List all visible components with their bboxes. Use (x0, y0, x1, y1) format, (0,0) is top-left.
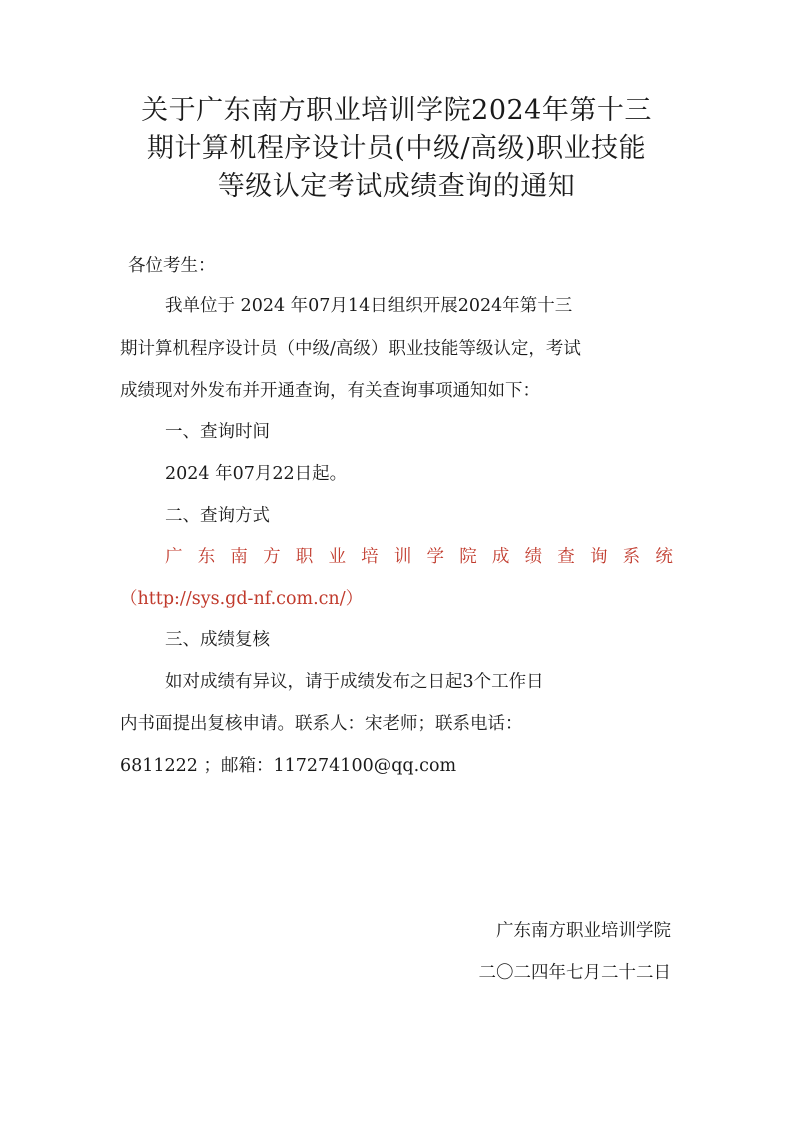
query-system-char[interactable]: 训 (393, 547, 412, 567)
intro-line-1: 我单位于 2024 年07月14日组织开展2024年第十三 (165, 296, 573, 316)
query-system-char[interactable]: 业 (328, 547, 346, 567)
review-line-2: 内书面提出复核申请。联系人：宋老师；联系电话： (120, 714, 523, 734)
query-system-char[interactable]: 方 (263, 547, 281, 567)
review-line-3: 6811222 ；邮箱：117274100@qq.com (120, 756, 457, 776)
query-system-char[interactable]: 成 (491, 547, 510, 567)
query-system-char[interactable]: 院 (459, 547, 477, 567)
query-system-char[interactable]: 培 (361, 547, 379, 567)
method-heading: 二、查询方式 (165, 506, 270, 526)
signature-org: 广东南方职业培训学院 (496, 921, 671, 941)
intro-line-2: 期计算机程序设计员（中级/高级）职业技能等级认定，考试 (120, 339, 581, 359)
query-system-char[interactable]: 询 (589, 547, 608, 567)
greeting: 各位考生： (128, 256, 216, 276)
query-system-char[interactable]: 查 (557, 547, 575, 567)
time-text: 2024 年07月22日起。 (165, 464, 348, 484)
review-heading: 三、成绩复核 (165, 630, 270, 650)
intro-line-3: 成绩现对外发布并开通查询，有关查询事项通知如下： (120, 381, 540, 401)
query-system-char[interactable]: 统 (655, 547, 673, 567)
query-system-url[interactable]: （http://sys.gd-nf.com.cn/） (120, 589, 364, 609)
query-system-char[interactable]: 绩 (524, 547, 543, 567)
title-line-1: 关于广东南方职业培训学院2024年第十三 (141, 95, 652, 126)
query-system-char[interactable]: 学 (426, 547, 444, 567)
review-line-1: 如对成绩有异议，请于成绩发布之日起3个工作日 (165, 672, 544, 692)
signature-date: 二〇二四年七月二十二日 (478, 963, 671, 983)
query-system-char[interactable]: 广 (165, 547, 183, 567)
query-system-link[interactable] (165, 546, 673, 568)
time-heading: 一、查询时间 (165, 422, 270, 442)
title-line-3: 等级认定考试成绩查询的通知 (217, 171, 576, 202)
title-line-2: 期计算机程序设计员(中级/高级)职业技能 (146, 133, 647, 164)
query-system-char[interactable]: 南 (230, 547, 248, 567)
query-system-char[interactable]: 职 (295, 547, 314, 567)
query-system-char[interactable]: 东 (197, 547, 216, 567)
query-system-char[interactable]: 系 (622, 547, 641, 567)
